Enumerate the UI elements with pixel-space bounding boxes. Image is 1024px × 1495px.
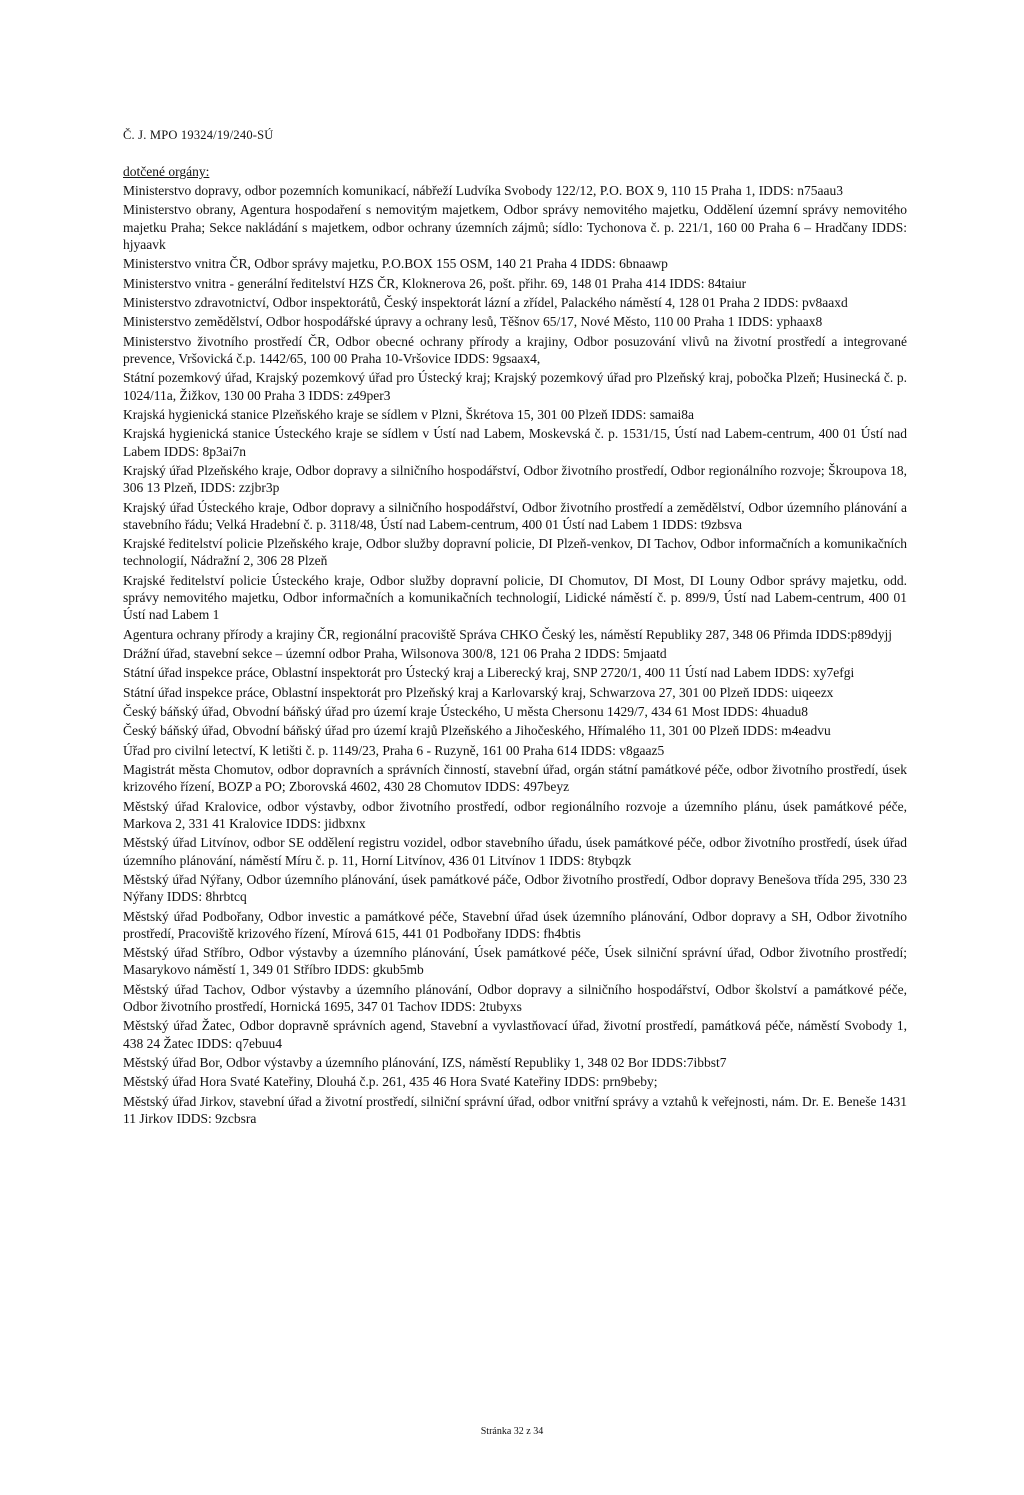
list-item: Drážní úřad, stavební sekce – územní odbor Praha, Wilsonova 300/8, 121 06 Praha 2 IDDS: 5mjaatd: [123, 645, 667, 661]
list-item: Ministerstvo obrany, Agentura hospodaření s nemovitým majetkem, Odbor správy nemovitého majetku, Oddělení územní správy nemovitého majetku Praha; Sekce nakládání s majetkem, odbor ochrany územních zájmů; sídlo: Tychonova č. p. 221/1, 160 00 Praha 6 – Hradčany IDDS: hjyaavk: [123, 202, 907, 252]
list-item: Městský úřad Kralovice, odbor výstavby, odbor životního prostředí, odbor regionálního rozvoje a územního plánu, úsek památkové péče, Markova 2, 331 41 Kralovice IDDS: jidbxnx: [123, 798, 907, 832]
list-item: Městský úřad Litvínov, odbor SE oddělení registru vozidel, odbor stavebního úřadu, úsek památkové péče, odbor životního prostředí, úsek úřad územního plánování, náměstí Míru č. p. 11, Horní Litvínov, 436 01 Litvínov 1 IDDS: 8tybqzk: [123, 835, 907, 868]
section-heading: dotčené orgány:: [123, 164, 210, 179]
list-item: Úřad pro civilní letectví, K letišti č. p. 1149/23, Praha 6 - Ruzyně, 161 00 Praha 614 IDDS: v8gaaz5: [123, 742, 665, 758]
list-item: Státní úřad inspekce práce, Oblastní inspektorát pro Ústecký kraj a Liberecký kraj, SNP 2720/1, 400 11 Ústí nad Labem IDDS: xy7efgi: [123, 665, 855, 681]
list-item: Městský úřad Bor, Odbor výstavby a územního plánování, IZS, náměstí Republiky 1, 348 02 Bor IDDS:7ibbst7: [123, 1054, 727, 1070]
list-item: Státní pozemkový úřad, Krajský pozemkový úřad pro Ústecký kraj; Krajský pozemkový úřad pro Plzeňský kraj, pobočka Plzeň; Husinecká č. p. 1024/11a, Žižkov, 130 00 Praha 3 IDDS: z49per3: [123, 370, 907, 403]
list-item: Městský úřad Tachov, Odbor výstavby a územního plánování, Odbor dopravy a silničního hospodářství, Odbor školství a památkové péče, Odbor životního prostředí, Hornická 1695, 347 01 Tachov IDDS: 2tubyxs: [123, 981, 907, 1014]
list-item: Ministerstvo vnitra - generální ředitelství HZS ČR, Kloknerova 26, pošt. přihr. 69, 148 01 Praha 414 IDDS: 84taiur: [123, 275, 747, 291]
list-item: Městský úřad Žatec, Odbor dopravně správních agend, Stavební a vyvlastňovací úřad, životní prostředí, památková péče, náměstí Svobody 1, 438 24 Žatec IDDS: q7ebuu4: [123, 1018, 907, 1051]
list-item: Agentura ochrany přírody a krajiny ČR, regionální pracoviště Správa CHKO Český les, náměstí Republiky 287, 348 06 Přimda IDDS:p89dyjj: [123, 626, 892, 642]
list-item: Krajská hygienická stanice Ústeckého kraje se sídlem v Ústí nad Labem, Moskevská č. p. 1531/15, Ústí nad Labem-centrum, 400 01 Ústí nad Labem IDDS: 8p3ai7n: [123, 426, 907, 459]
list-item: Krajské ředitelství policie Ústeckého kraje, Odbor služby dopravní policie, DI Chomutov, DI Most, DI Louny Odbor správy majetku, odd. správy nemovitého majetku, Odbor informačních a komunikačních technologií, Lidické náměstí č. p. 899/9, Ústí nad Labem-centrum, 400 01 Ústí nad Labem 1: [123, 572, 907, 623]
list-item: Státní úřad inspekce práce, Oblastní inspektorát pro Plzeňský kraj a Karlovarský kraj, Schwarzova 27, 301 00 Plzeň IDDS: uiqeezx: [123, 684, 834, 700]
list-item: Ministerstvo zdravotnictví, Odbor inspektorátů, Český inspektorát lázní a zřídel, Palackého náměstí 4, 128 01 Praha 2 IDDS: pv8aaxd: [123, 294, 848, 310]
page-number: Stránka 32 z 34: [480, 1426, 544, 1437]
list-item: Krajská hygienická stanice Plzeňského kraje se sídlem v Plzni, Škrétova 15, 301 00 Plzeň IDDS: samai8a: [123, 406, 694, 422]
list-item: Městský úřad Podbořany, Odbor investic a památkové péče, Stavební úřad úsek územního plánování, Odbor dopravy a SH, Odbor životního prostředí, Pracoviště krizového řízení, Mírová 615, 441 01 Podbořany IDDS: fh4btis: [123, 908, 907, 941]
list-item: Ministerstvo zemědělství, Odbor hospodářské úpravy a ochrany lesů, Těšnov 65/17, Nové Město, 110 00 Praha 1 IDDS: yphaax8: [123, 314, 823, 330]
list-item: Městský úřad Stříbro, Odbor výstavby a územního plánování, Úsek památkové péče, Úsek silniční správní úřad, Odbor životního prostředí; Masarykovo náměstí 1, 349 01 Stříbro IDDS: gkub5mb: [123, 945, 907, 978]
list-item: Ministerstvo dopravy, odbor pozemních komunikací, nábřeží Ludvíka Svobody 122/12, P.O. BOX 9, 110 15 Praha 1, IDDS: n75aau3: [123, 183, 844, 198]
authorities-list: [123, 182, 907, 1129]
list-item: Český báňský úřad, Obvodní báňský úřad pro území krajů Plzeňského a Jihočeského, Hřímalého 11, 301 00 Plzeň IDDS: m4eadvu: [123, 723, 831, 739]
list-item: Krajské ředitelství policie Plzeňského kraje, Odbor služby dopravní policie, DI Plzeň-venkov, DI Tachov, Odbor informačních a komunikačních technologií, Nádražní 2, 306 28 Plzeň: [123, 536, 907, 569]
list-item: Magistrát města Chomutov, odbor dopravních a správních činností, stavební úřad, orgán státní památkové péče, odbor životního prostředí, úsek krizového řízení, BOZP a PO; Zborovská 4602, 430 28 Chomutov IDDS: 497beyz: [123, 762, 907, 795]
list-item: Ministerstvo životního prostředí ČR, Odbor obecné ochrany přírody a krajiny, Odbor posuzování vlivů na životní prostředí a integrované prevence, Vršovická č.p. 1442/65, 100 00 Praha 10-Vršovice IDDS: 9gsaax4,: [123, 333, 907, 366]
list-item: Městský úřad Hora Svaté Kateřiny, Dlouhá č.p. 261, 435 46 Hora Svaté Kateřiny IDDS: prn9beby;: [123, 1074, 658, 1090]
page-reference: Č. J. MPO 19324/19/240-SÚ: [123, 128, 274, 142]
list-item: Krajský úřad Plzeňského kraje, Odbor dopravy a silničního hospodářství, Odbor životního prostředí, Odbor regionálního rozvoje; Škroupova 18, 306 13 Plzeň, IDDS: zzjbr3p: [123, 462, 907, 496]
list-item: Krajský úřad Ústeckého kraje, Odbor dopravy a silničního hospodářství, Odbor životního prostředí a zemědělství, Odbor územního plánování a stavebního řádu; Velká Hradební č. p. 3118/48, Ústí nad Labem-centrum, 400 01 Ústí nad Labem 1 IDDS: t9zbsva: [123, 499, 907, 532]
list-item: Městský úřad Jirkov, stavební úřad a životní prostředí, silniční správní úřad, odbor vnitřní správy a vztahů k veřejnosti, nám. Dr. E. Beneše 1431 11 Jirkov IDDS: 9zcbsra: [123, 1093, 907, 1126]
list-item: Ministerstvo vnitra ČR, Odbor správy majetku, P.O.BOX 155 OSM, 140 21 Praha 4 IDDS: 6bnaawp: [123, 256, 668, 272]
list-item: Český báňský úřad, Obvodní báňský úřad pro území kraje Ústeckého, U města Chersonu 1429/7, 434 61 Most IDDS: 4huadu8: [123, 704, 809, 720]
list-item: Městský úřad Nýřany, Odbor územního plánování, úsek památkové páče, Odbor životního prostředí, Odbor dopravy Benešova třída 295, 330 23 Nýřany IDDS: 8hrbtcq: [123, 872, 907, 905]
